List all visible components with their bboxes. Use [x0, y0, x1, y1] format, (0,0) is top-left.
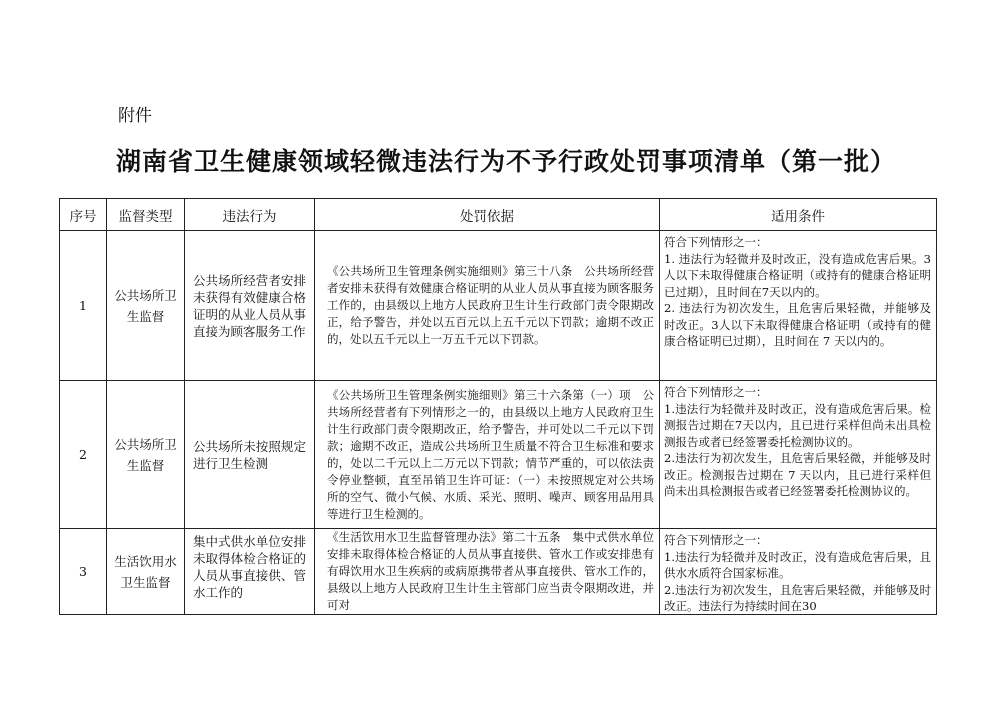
cell-violation: 公共场所未按照规定进行卫生检测 — [185, 381, 315, 529]
header-violation: 违法行为 — [185, 199, 315, 231]
condition-intro: 符合下列情形之一： — [664, 533, 768, 547]
cell-penalty-basis — [315, 529, 660, 615]
cell-violation: 集中式供水单位安排未取得体检合格证的人员从事直接供、管水工作的 — [185, 529, 315, 615]
cell-supervision-type: 公共场所卫生监督 — [107, 381, 185, 529]
condition-item: 2.违法行为初次发生，且危害后果轻微，并能够及时改正。违法行为持续时间在30 — [664, 582, 931, 613]
condition-intro: 符合下列情形之一： — [664, 385, 768, 399]
cell-penalty-basis: 《公共场所卫生管理条例实施细则》第三十六条第（一）项 公共场所经营者有下列情形之一的，由县级以上地方人民政府卫生计生行政部门责令限期改正，给予警告，并可处以二千元以下罚款；逾期不改正，造成公共场所卫生质量不符合卫生标准和要求的，处以二千元以上二万元以下罚款；情节严重的，可以依法责令停业整顿，直至吊销卫生许可证：（一）未按照规定对公共场所的空气、微小气候、水质、采光、照明、噪声、顾客用品用具等进行卫生检测的。 — [315, 381, 660, 529]
cell-applicable-condition — [660, 381, 937, 529]
table-row — [60, 529, 937, 615]
cell-supervision-type: 生活饮用水卫生监督 — [107, 529, 185, 615]
cell-no: 3 — [60, 529, 107, 615]
table-row — [60, 231, 937, 381]
cell-applicable-condition — [660, 529, 937, 615]
header-penalty-basis: 处罚依据 — [315, 199, 660, 231]
cell-no: 2 — [60, 381, 107, 529]
cell-penalty-basis: 《公共场所卫生管理条例实施细则》第三十八条 公共场所经营者安排未获得有效健康合格证明的从业人员从事直接为顾客服务工作的，由县级以上地方人民政府卫生计生行政部门责令限期改正，给予警告，并处以五百元以上五千元以下罚款；逾期不改正的，处以五千元以上一万五千元以下罚款。 — [315, 231, 660, 381]
condition-item: 2. 违法行为初次发生，且危害后果轻微，并能够及时改正。3人以下未取得健康合格证明（或持有的健康合格证明已过期），且时间在 7 天以内的。 — [664, 301, 931, 348]
table-row — [60, 381, 937, 529]
condition-clip — [664, 532, 931, 614]
condition-item: 2.违法行为初次发生，且危害后果轻微，并能够及时改正。检测报告过期在 7 天以内，且已进行采样但尚未出具检测报告或者已经签署委托检测协议的。 — [664, 451, 931, 498]
header-supervision-type: 监督类型 — [107, 199, 185, 231]
cell-supervision-type: 公共场所卫生监督 — [107, 231, 185, 381]
document-title: 湖南省卫生健康领域轻微违法行为不予行政处罚事项清单（第一批） — [116, 147, 897, 176]
cell-applicable-condition — [660, 231, 937, 381]
table-header-row — [60, 199, 937, 231]
attachment-label: 附件 — [118, 106, 152, 126]
condition-item: 1.违法行为轻微并及时改正，没有造成危害后果。检测报告过期在7天以内，且已进行采样但尚未出具检测报告或者已经签署委托检测协议的。 — [664, 401, 931, 449]
cell-violation: 公共场所经营者安排未获得有效健康合格证明的从业人员从事直接为顾客服务工作 — [185, 231, 315, 381]
penalty-exemption-table — [59, 198, 937, 615]
penalty-basis-text: 《生活饮用水卫生监督管理办法》第二十五条 集中式供水单位安排未取得体检合格证的人员从事直接供、管水工作或安排患有有碍饮用水卫生疾病的或病原携带者从事直接供、管水工作的，县级以上地方人民政府卫生计生主管部门应当责令限期改进，并可对 — [327, 530, 654, 612]
condition-item: 1. 违法行为轻微并及时改正，没有造成危害后果。3人以下未取得健康合格证明（或持有的健康合格证明已过期），且时间在7天以内的。 — [664, 251, 931, 299]
condition-intro: 符合下列情形之一： — [664, 235, 768, 249]
header-no: 序号 — [60, 199, 107, 231]
cell-no: 1 — [60, 231, 107, 381]
condition-item: 1.违法行为轻微并及时改正，没有造成危害后果，且供水水质符合国家标准。 — [664, 549, 931, 580]
header-applicable-condition: 适用条件 — [660, 199, 937, 231]
